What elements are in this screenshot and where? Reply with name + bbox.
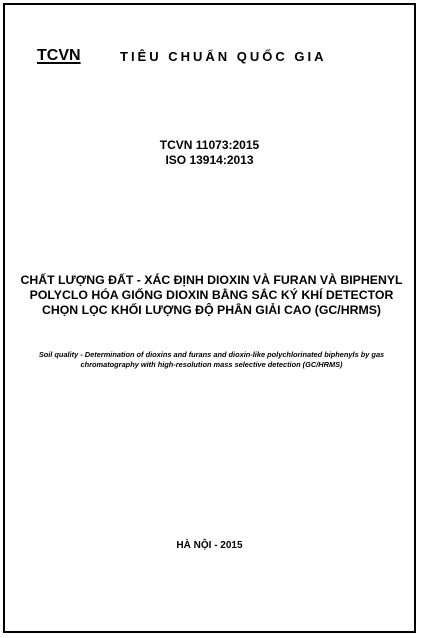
- document-page: [3, 3, 416, 633]
- standard-abbreviation: TCVN: [37, 47, 81, 64]
- standard-number-block: [5, 138, 414, 168]
- place-and-year: HÀ NỘI - 2015: [176, 540, 243, 551]
- document-title-english: Soil quality - Determination of dioxins and furans and dioxin-like polychlorinated biphenyls by gas chromatography with high-resolution mass selective detection (GC/HRMS): [38, 350, 385, 369]
- national-standard-heading: TIÊU CHUẨN QUỐC GIA: [120, 49, 327, 64]
- document-title-vietnamese: CHẤT LƯỢNG ĐẤT - XÁC ĐỊNH DIOXIN VÀ FURAN VÀ BIPHENYL POLYCLO HÓA GIỐNG DIOXIN BẰNG SẮC KÝ KHÍ DETECTOR CHỌN LỌC KHỐI LƯỢNG ĐỘ PHÂN GIẢI CAO (GC/HRMS): [20, 273, 403, 317]
- iso-number: ISO 13914:2013: [165, 153, 254, 167]
- tcvn-number: TCVN 11073:2015: [159, 138, 260, 152]
